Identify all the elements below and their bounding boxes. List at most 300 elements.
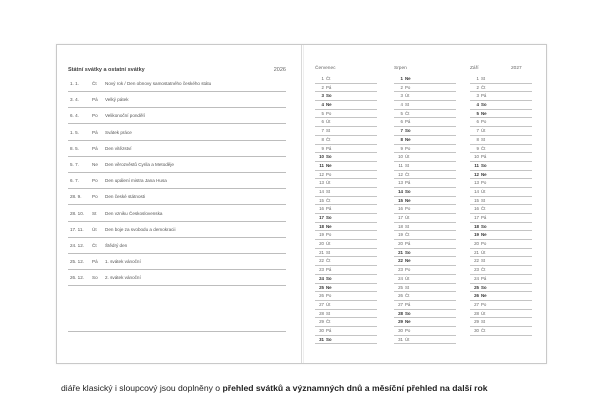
day-weekday: Pá <box>326 206 332 212</box>
holiday-row <box>68 156 286 173</box>
day-number: 28 <box>474 310 479 316</box>
day-row <box>394 205 456 214</box>
day-weekday: Pá <box>481 215 487 220</box>
holiday-row <box>68 205 286 222</box>
page-gutter <box>301 45 302 363</box>
day-row <box>315 205 377 214</box>
holiday-weekday: Pá <box>92 259 98 265</box>
day-weekday: St <box>405 162 410 168</box>
day-weekday: Čt <box>326 136 331 142</box>
day-number: 11 <box>398 162 403 168</box>
day-number: 27 <box>398 301 403 307</box>
day-number: 8 <box>476 136 479 142</box>
holiday-name: Den věrozvěstů Cyrila a Metoděje <box>105 162 174 167</box>
day-row <box>470 153 532 162</box>
day-number: 4 <box>321 102 324 108</box>
day-row <box>315 136 377 145</box>
day-weekday: Út <box>405 93 410 99</box>
day-row <box>394 136 456 145</box>
day-number: 2 <box>321 84 324 90</box>
day-weekday: Út <box>481 128 486 134</box>
day-weekday: Po <box>481 241 487 247</box>
day-number: 4 <box>476 102 479 108</box>
day-number: 26 <box>474 293 479 299</box>
holiday-name: Den upálení mistra Jana Husa <box>105 178 167 184</box>
day-weekday: Ne <box>326 223 332 229</box>
day-number: 5 <box>476 110 479 116</box>
day-weekday: Po <box>405 327 411 333</box>
day-number: 14 <box>474 188 479 194</box>
holiday-weekday: Po <box>92 194 98 200</box>
day-number: 17 <box>319 215 324 220</box>
day-number: 3 <box>400 93 403 99</box>
day-row <box>470 162 532 171</box>
holiday-weekday: Ne <box>92 162 98 167</box>
day-row <box>315 110 377 119</box>
day-row <box>394 75 456 84</box>
day-row <box>394 292 456 301</box>
day-weekday: Čt <box>326 197 331 203</box>
day-weekday: Ne <box>481 110 487 116</box>
day-weekday: Pá <box>326 267 332 273</box>
day-weekday: Út <box>326 301 331 307</box>
day-number: 7 <box>321 128 324 134</box>
day-weekday: St <box>405 102 410 108</box>
day-number: 25 <box>398 284 403 290</box>
day-weekday: Pá <box>326 84 332 90</box>
day-row <box>470 75 532 84</box>
day-number: 18 <box>398 223 403 229</box>
day-row <box>394 127 456 136</box>
holiday-weekday: Po <box>92 113 98 119</box>
caption <box>61 383 488 393</box>
day-number: 20 <box>398 241 403 247</box>
holiday-name: Den vzniku Československa <box>105 210 163 216</box>
day-number: 8 <box>321 136 324 142</box>
day-row <box>315 84 377 93</box>
day-row <box>470 214 532 223</box>
day-weekday: Út <box>481 188 486 194</box>
day-weekday: Po <box>326 110 332 116</box>
holiday-date: 24. 12. <box>70 243 85 248</box>
day-weekday: Ne <box>481 171 487 177</box>
day-weekday: Čt <box>405 110 410 116</box>
day-number: 24 <box>319 275 324 281</box>
day-number: 6 <box>476 119 479 125</box>
month-day-column <box>315 75 377 344</box>
day-weekday: Čt <box>405 232 410 238</box>
holiday-name: Den vítězství <box>105 145 132 151</box>
day-number: 21 <box>319 249 324 255</box>
holiday-list-end-line <box>68 331 286 332</box>
holiday-date: 6. 7. <box>70 178 79 184</box>
day-row <box>394 101 456 110</box>
day-row <box>470 223 532 232</box>
holiday-row <box>68 237 286 254</box>
day-row <box>394 318 456 327</box>
day-weekday: Po <box>326 293 332 299</box>
day-row <box>315 118 377 127</box>
day-number: 9 <box>476 145 479 151</box>
day-weekday: Ne <box>405 76 411 81</box>
day-row <box>394 336 456 345</box>
day-weekday: Pá <box>405 301 411 307</box>
day-weekday: St <box>326 249 331 255</box>
day-weekday: Ne <box>481 293 487 299</box>
day-row <box>315 336 377 345</box>
day-weekday: Po <box>405 267 411 273</box>
holiday-row <box>68 140 286 157</box>
day-number: 20 <box>319 241 324 247</box>
holiday-row <box>68 107 286 124</box>
day-number: 29 <box>319 319 324 325</box>
holiday-weekday: Čt <box>92 81 97 86</box>
day-number: 30 <box>398 327 403 333</box>
day-weekday: St <box>481 197 486 203</box>
day-weekday: Čt <box>326 258 331 264</box>
day-number: 27 <box>319 301 324 307</box>
day-row <box>470 249 532 258</box>
day-row <box>394 110 456 119</box>
caption-bold: přehled svátků a významných dnů a měsíční přehled na další rok <box>222 383 488 393</box>
day-number: 21 <box>474 249 479 255</box>
day-weekday: Ne <box>326 284 332 290</box>
day-weekday: Út <box>405 336 410 342</box>
holiday-weekday: St <box>92 210 97 216</box>
day-row <box>394 327 456 336</box>
holiday-weekday: Pá <box>92 145 98 151</box>
day-number: 16 <box>474 206 479 212</box>
day-number: 24 <box>398 275 403 281</box>
day-number: 15 <box>398 197 403 203</box>
day-weekday: Ne <box>405 136 411 142</box>
day-number: 19 <box>474 232 479 238</box>
day-row <box>315 292 377 301</box>
month-name: Září <box>470 66 479 71</box>
day-weekday: Čt <box>481 145 486 151</box>
day-weekday: Pá <box>481 275 487 281</box>
day-number: 7 <box>400 128 403 134</box>
day-weekday: Ne <box>326 102 332 108</box>
day-weekday: Út <box>405 215 410 220</box>
day-row <box>470 171 532 180</box>
day-row <box>470 301 532 310</box>
day-row <box>315 171 377 180</box>
page-gutter-shadow <box>303 45 304 363</box>
day-row <box>315 162 377 171</box>
day-number: 2 <box>476 84 479 90</box>
holiday-row <box>68 253 286 270</box>
day-number: 13 <box>474 180 479 186</box>
holiday-weekday: Čt <box>92 243 97 248</box>
day-weekday: St <box>326 128 331 134</box>
day-number: 29 <box>398 319 403 325</box>
planner-spread <box>56 44 547 364</box>
day-number: 30 <box>319 327 324 333</box>
day-weekday: So <box>326 336 332 342</box>
day-row <box>470 257 532 266</box>
day-number: 9 <box>321 145 324 151</box>
day-number: 9 <box>400 145 403 151</box>
holiday-name: Štědrý den <box>105 243 128 248</box>
day-row <box>315 153 377 162</box>
day-weekday: So <box>405 249 411 255</box>
day-row <box>315 101 377 110</box>
day-weekday: Pá <box>326 327 332 333</box>
day-weekday: St <box>326 310 331 316</box>
day-number: 3 <box>476 93 479 99</box>
holiday-name: Den boje za svobodu a demokracii <box>105 226 176 232</box>
day-row <box>470 266 532 275</box>
day-weekday: Čt <box>481 267 486 273</box>
day-number: 23 <box>319 267 324 273</box>
caption-plain: diáře klasický i sloupcový jsou doplněny o <box>61 383 223 393</box>
holidays-title: Státní svátky a ostatní svátky <box>68 67 145 73</box>
day-row <box>315 92 377 101</box>
day-weekday: Po <box>405 145 411 151</box>
day-weekday: Út <box>326 241 331 247</box>
day-number: 18 <box>319 223 324 229</box>
day-weekday: Pá <box>481 154 487 160</box>
day-row <box>315 257 377 266</box>
holiday-date: 17. 11. <box>70 226 84 232</box>
day-weekday: Út <box>481 310 486 316</box>
holiday-weekday: Pá <box>92 97 98 103</box>
day-row <box>315 197 377 206</box>
day-weekday: Po <box>326 171 332 177</box>
day-row <box>315 127 377 136</box>
day-number: 24 <box>474 275 479 281</box>
day-weekday: Pá <box>405 180 411 186</box>
day-weekday: Po <box>405 206 411 212</box>
day-number: 22 <box>474 258 479 264</box>
day-row <box>394 275 456 284</box>
holiday-weekday: So <box>92 275 98 281</box>
day-number: 2 <box>400 84 403 90</box>
holiday-weekday: Pá <box>92 129 98 135</box>
day-number: 25 <box>319 284 324 290</box>
day-number: 14 <box>319 188 324 194</box>
day-weekday: Pá <box>405 119 411 125</box>
day-number: 25 <box>474 284 479 290</box>
day-weekday: Čt <box>326 76 331 81</box>
day-number: 28 <box>398 310 403 316</box>
day-weekday: St <box>405 284 410 290</box>
day-number: 31 <box>319 336 324 342</box>
day-row <box>394 214 456 223</box>
day-number: 22 <box>319 258 324 264</box>
holiday-name: Velikonoční pondělí <box>105 113 145 119</box>
day-weekday: So <box>405 310 411 316</box>
day-weekday: Ne <box>405 319 411 325</box>
day-weekday: Pá <box>326 145 332 151</box>
day-weekday: Po <box>326 232 332 238</box>
day-number: 8 <box>400 136 403 142</box>
day-number: 16 <box>398 206 403 212</box>
day-row <box>394 240 456 249</box>
day-number: 6 <box>400 119 403 125</box>
day-weekday: Út <box>405 154 410 160</box>
day-number: 18 <box>474 223 479 229</box>
day-row <box>394 179 456 188</box>
day-weekday: St <box>481 258 486 264</box>
day-number: 31 <box>398 336 403 342</box>
day-row <box>394 197 456 206</box>
day-weekday: Čt <box>405 293 410 299</box>
day-number: 1 <box>476 76 479 81</box>
day-row <box>315 179 377 188</box>
day-number: 5 <box>400 110 403 116</box>
holiday-date: 26. 12. <box>70 275 85 281</box>
day-number: 23 <box>398 267 403 273</box>
day-weekday: Ne <box>326 162 332 168</box>
day-weekday: Čt <box>326 319 331 325</box>
day-row <box>470 284 532 293</box>
day-row <box>394 153 456 162</box>
day-row <box>394 92 456 101</box>
day-row <box>394 118 456 127</box>
day-weekday: Út <box>326 119 331 125</box>
day-weekday: So <box>481 162 487 168</box>
day-row <box>470 136 532 145</box>
day-weekday: Po <box>481 119 487 125</box>
day-row <box>394 310 456 319</box>
holiday-name: Den české státnosti <box>105 194 146 200</box>
day-row <box>470 101 532 110</box>
overview-year: 2027 <box>511 66 522 71</box>
holiday-row <box>68 269 286 286</box>
day-row <box>315 240 377 249</box>
day-number: 10 <box>319 154 324 160</box>
day-row <box>394 84 456 93</box>
day-weekday: Čt <box>481 206 486 212</box>
day-row <box>315 310 377 319</box>
holidays-header <box>68 67 286 73</box>
day-row <box>470 310 532 319</box>
day-row <box>315 318 377 327</box>
day-row <box>315 145 377 154</box>
day-row <box>470 205 532 214</box>
holiday-name: Svátek práce <box>105 129 132 135</box>
day-number: 6 <box>321 119 324 125</box>
day-row <box>470 188 532 197</box>
day-number: 30 <box>474 327 479 333</box>
day-row <box>315 301 377 310</box>
day-number: 5 <box>321 110 324 116</box>
day-row <box>470 197 532 206</box>
day-number: 21 <box>398 249 403 255</box>
day-row <box>470 145 532 154</box>
day-row <box>315 266 377 275</box>
day-weekday: So <box>405 188 411 194</box>
day-number: 29 <box>474 319 479 325</box>
day-row <box>394 145 456 154</box>
day-weekday: So <box>481 284 487 290</box>
day-row <box>394 231 456 240</box>
day-number: 15 <box>319 197 324 203</box>
month-day-column <box>470 75 532 336</box>
day-weekday: St <box>405 223 410 229</box>
day-weekday: Pá <box>481 93 487 99</box>
holiday-name: Nový rok / Den obnovy samostatného českého státu <box>105 81 212 86</box>
day-number: 26 <box>398 293 403 299</box>
holiday-name: 1. svátek vánoční <box>105 259 141 265</box>
day-weekday: Po <box>481 180 487 186</box>
day-number: 12 <box>319 171 324 177</box>
day-row <box>394 171 456 180</box>
day-number: 26 <box>319 293 324 299</box>
day-weekday: St <box>326 188 331 194</box>
day-row <box>315 75 377 84</box>
day-row <box>470 275 532 284</box>
holiday-row <box>68 124 286 141</box>
day-row <box>315 284 377 293</box>
holiday-weekday: Po <box>92 178 98 184</box>
holidays-year: 2026 <box>273 67 286 73</box>
day-row <box>470 84 532 93</box>
day-number: 1 <box>321 76 324 81</box>
day-weekday: St <box>481 319 486 325</box>
day-row <box>315 188 377 197</box>
holiday-date: 5. 7. <box>70 162 79 167</box>
holiday-date: 28. 9. <box>70 194 82 200</box>
day-weekday: Pá <box>405 241 411 247</box>
holiday-date: 1. 1. <box>70 81 79 86</box>
day-row <box>315 231 377 240</box>
day-number: 20 <box>474 241 479 247</box>
day-row <box>470 318 532 327</box>
holiday-date: 1. 5. <box>70 129 79 135</box>
day-row <box>394 162 456 171</box>
day-row <box>470 240 532 249</box>
day-row <box>315 214 377 223</box>
day-number: 28 <box>319 310 324 316</box>
day-row <box>315 327 377 336</box>
day-row <box>470 110 532 119</box>
day-row <box>315 223 377 232</box>
month-name: Srpen <box>394 66 407 71</box>
holiday-row <box>68 172 286 189</box>
day-number: 19 <box>319 232 324 238</box>
day-number: 12 <box>474 171 479 177</box>
holiday-row <box>68 221 286 238</box>
day-number: 10 <box>474 154 479 160</box>
day-weekday: Po <box>481 301 487 307</box>
day-weekday: St <box>481 76 486 81</box>
day-number: 15 <box>474 197 479 203</box>
day-number: 11 <box>319 162 324 168</box>
day-number: 13 <box>398 180 403 186</box>
day-number: 7 <box>476 128 479 134</box>
day-row <box>315 249 377 258</box>
month-day-column <box>394 75 456 344</box>
day-number: 12 <box>398 171 403 177</box>
day-weekday: So <box>481 223 487 229</box>
day-row <box>394 257 456 266</box>
day-row <box>470 292 532 301</box>
day-number: 11 <box>474 162 479 168</box>
day-weekday: Čt <box>481 84 486 90</box>
day-row <box>315 275 377 284</box>
day-number: 4 <box>400 102 403 108</box>
day-row <box>470 127 532 136</box>
day-weekday: Út <box>481 249 486 255</box>
day-number: 3 <box>321 93 324 99</box>
holiday-name: Velký pátek <box>105 97 129 103</box>
day-row <box>394 249 456 258</box>
day-number: 10 <box>398 154 403 160</box>
holiday-date: 28. 10. <box>70 210 85 216</box>
